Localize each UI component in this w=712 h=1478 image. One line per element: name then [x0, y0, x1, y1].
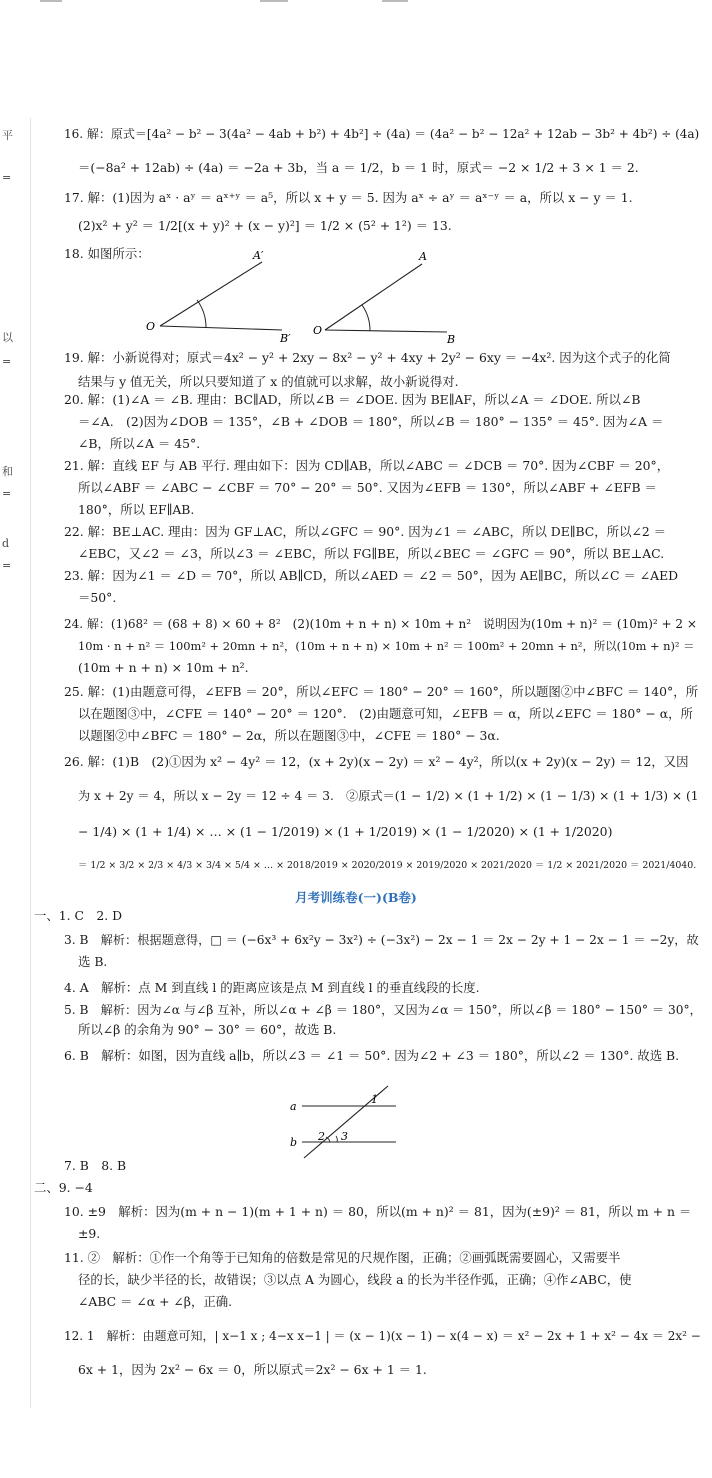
edge-mark: 平 [2, 129, 13, 142]
solution-line: 6. B 解析：如图，因为直线 a∥b，所以∠3 ＝ ∠1 ＝ 50°. 因为∠2 + ∠3 ＝ 180°，所以∠2 ＝ 130°. 故选 B. [64, 1048, 680, 1063]
solution-line: ∠EBC，又∠2 ＝ ∠3，所以∠3 ＝ ∠EBC，所以 FG∥BE，所以∠BEC ＝ ∠GFC ＝ 90°，所以 BE⊥AC. [78, 546, 665, 561]
solution-line: 所以∠ABF ＝ ∠ABC − ∠CBF ＝ 70° − 20° ＝ 50°. 又因为∠EFB ＝ 130°，所以∠ABF + ∠EFB ＝ [78, 480, 657, 495]
solution-line: 二、9. −4 [34, 1180, 93, 1195]
ray-label-a: A [419, 250, 427, 263]
edge-mark: = [2, 355, 12, 368]
solution-line: 24. 解：(1)68² ＝ (68 + 8) × 60 + 8² (2)(10m + n + n) × 10m + n² 说明因为(10m + n)² ＝ (10m)² + 2 × [64, 617, 697, 631]
binding-rule [30, 118, 31, 1408]
line-label-b: b [290, 1136, 298, 1149]
solution-line: ±9. [78, 1226, 101, 1241]
edge-mark: = [2, 559, 12, 572]
scan-mark [260, 0, 288, 2]
edge-mark: = [2, 487, 12, 500]
solution-line: (10m + n + n) × 10m + n². [78, 660, 249, 675]
solution-line: ∠B，所以∠A ＝ 45°. [78, 436, 201, 451]
solution-line: 25. 解：(1)由题意可得，∠EFB ＝ 20°，所以∠EFC ＝ 180° − 20° ＝ 160°，所以题图②中∠BFC ＝ 140°，所 [64, 684, 698, 699]
solution-line: 10. ±9 解析：因为(m + n − 1)(m + 1 + n) ＝ 80，所以(m + n)² ＝ 81，因为(±9)² ＝ 81，所以 m + n ＝ [64, 1204, 692, 1219]
solution-line: 结果与 y 值无关，所以只要知道了 x 的值就可以求解，故小新说得对. [78, 374, 459, 389]
vertex-label: O [146, 320, 156, 333]
solution-line: 为 x + 2y ＝ 4，所以 x − 2y ＝ 12 ÷ 4 ＝ 3. ②原式＝(1 − 1/2) × (1 + 1/2) × (1 − 1/3) × (1 + 1/3) × (1 [78, 789, 699, 803]
solution-line: 19. 解：小新说得对；原式＝4x² − y² + 2xy − 8x² − y² + 4xy + 2y² − 6xy ＝ −4x². 因为这个式子的化简 [64, 350, 671, 365]
solution-line: 12. 1 解析：由题意可知，| x−1 x ; 4−x x−1 | ＝ (x − 1)(x − 1) − x(4 − x) ＝ x² − 2x + 1 + x² − 4x ＝ 2x² − [64, 1329, 701, 1343]
given-angle [313, 250, 455, 346]
solution-line: 22. 解：BE⊥AC. 理由：因为 GF⊥AC，所以∠GFC ＝ 90°. 因为∠1 ＝ ∠ABC，所以 DE∥BC，所以∠2 ＝ [64, 524, 667, 539]
solution-line: 所以∠β 的余角为 90° − 30° ＝ 60°，故选 B. [78, 1022, 337, 1037]
section-title: 月考训练卷(一)(B卷) [295, 890, 417, 905]
solution-line: ＝ 1/2 × 3/2 × 2/3 × 4/3 × 3/4 × 5/4 × … × 2018/2019 × 2020/2019 × 2019/2020 × 2021/2020 ＝ 1/2 × 2021/2020 ＝ 2021/4040. [78, 860, 697, 871]
scan-mark [40, 0, 62, 2]
solution-line: 17. 解：(1)因为 aˣ · aʸ ＝ aˣ⁺ʸ ＝ a⁵，所以 x + y ＝ 5. 因为 aˣ ÷ aʸ ＝ aˣ⁻ʸ ＝ a，所以 x − y ＝ 1. [64, 190, 633, 205]
solution-line: 26. 解：(1)B (2)①因为 x² − 4y² ＝ 12，(x + 2y)(x − 2y) ＝ x² − 4y²，所以(x + 2y)(x − 2y) ＝ 12，又因 [64, 754, 689, 769]
solution-line: ＝∠A. (2)因为∠DOB ＝ 135°，∠B + ∠DOB ＝ 180°，所以∠B ＝ 180° − 135° ＝ 45°. 因为∠A ＝ [78, 414, 664, 429]
angle-label-3: 3 [341, 1130, 348, 1143]
solution-line: 4. A 解析：点 M 到直线 l 的距离应该是点 M 到直线 l 的垂直线段的长度. [64, 980, 480, 995]
solution-line: 20. 解：(1)∠A ＝ ∠B. 理由：BC∥AD，所以∠B ＝ ∠DOE. 因为 BE∥AF，所以∠A ＝ ∠DOE. 所以∠B [64, 392, 641, 407]
solution-line: 选 B. [78, 954, 108, 969]
edge-mark: = [2, 171, 12, 184]
solution-line: 5. B 解析：因为∠α 与∠β 互补，所以∠α + ∠β ＝ 180°，又因为∠α ＝ 150°，所以∠β ＝ 180° − 150° ＝ 30°， [64, 1003, 702, 1017]
solution-line: 18. 如图所示： [64, 246, 150, 261]
edge-mark: d [2, 537, 10, 550]
solution-line: 以题图②中∠BFC ＝ 180° − 2α，所以在题图③中，∠CFE ＝ 180° − 3α. [78, 728, 500, 743]
solution-line: ＝50°. [78, 590, 117, 605]
solution-line: 11. ② 解析：①作一个角等于已知角的倍数是常见的尺规作图，正确；②画弧既需要圆心，又需要半 [64, 1250, 621, 1265]
parallel-lines-figure [284, 1080, 414, 1160]
angle-label-2: 2 [318, 1130, 325, 1143]
solution-line: 16. 解：原式＝[4a² − b² − 3(4a² − 4ab + b²) + 4b²] ÷ (4a) ＝ (4a² − b² − 12a² + 12ab − 3b² + 4b²) ÷ (4a) [64, 127, 700, 141]
angle-label-1: 1 [371, 1093, 378, 1106]
solution-line: 180°，所以 EF∥AB. [78, 502, 195, 517]
solution-line: ∠ABC ＝ ∠α + ∠β，正确. [78, 1294, 233, 1309]
solution-line: 10m · n + n² ＝ 100m² + 20mn + n²，(10m + n + n) × 10m + n² ＝ 100m² + 20mn + n²，所以(10m + n)² ＝ [78, 639, 695, 653]
solution-line: 一、1. C 2. D [34, 908, 123, 923]
solution-line: 23. 解：因为∠1 ＝ ∠D ＝ 70°，所以 AB∥CD，所以∠AED ＝ ∠2 ＝ 50°，因为 AE∥BC，所以∠C ＝ ∠AED [64, 568, 679, 583]
edge-mark: 和 [2, 465, 13, 478]
edge-mark: 以 [2, 331, 13, 344]
ray-label-b: B′ [280, 332, 291, 345]
angle-construction-figure [140, 250, 470, 350]
line-label-a: a [290, 1100, 297, 1113]
ray-label-a: A′ [253, 250, 264, 262]
solution-line: 以在题图③中，∠CFE ＝ 140° − 20° ＝ 120°. (2)由题意可知，∠EFB ＝ α，所以∠EFC ＝ 180° − α，所 [78, 706, 693, 721]
solution-line: 3. B 解析：根据题意得，□ ＝ (−6x³ + 6x²y − 3x²) ÷ (−3x²) − 2x − 1 ＝ 2x − 2y + 1 − 2x − 1 ＝ −2y，故 [64, 933, 699, 947]
solution-line: 7. B 8. B [64, 1158, 127, 1173]
solution-line: 6x + 1，因为 2x² − 6x ＝ 0，所以原式＝2x² − 6x + 1 ＝ 1. [78, 1362, 427, 1377]
vertex-label: O [313, 324, 323, 337]
solution-line: − 1/4) × (1 + 1/4) × … × (1 − 1/2019) × (1 + 1/2019) × (1 − 1/2020) × (1 + 1/2020) [78, 824, 613, 839]
constructed-angle [146, 250, 291, 345]
ray-label-b: B [447, 333, 456, 346]
scan-mark [382, 0, 408, 2]
solution-line: 径的长，缺少半径的长，故错误；③以点 A 为圆心，线段 a 的长为半径作弧，正确；④作∠ABC，使 [78, 1272, 632, 1287]
solution-line: 21. 解：直线 EF 与 AB 平行. 理由如下：因为 CD∥AB，所以∠ABC ＝ ∠DCB ＝ 70°. 因为∠CBF ＝ 20°， [64, 458, 670, 473]
solution-line: (2)x² + y² ＝ 1/2[(x + y)² + (x − y)²] ＝ 1/2 × (5² + 1²) ＝ 13. [78, 218, 452, 233]
solution-line: ＝(−8a² + 12ab) ÷ (4a) ＝ −2a + 3b，当 a ＝ 1/2，b ＝ 1 时，原式＝ −2 × 1/2 + 3 × 1 ＝ 2. [78, 160, 639, 175]
